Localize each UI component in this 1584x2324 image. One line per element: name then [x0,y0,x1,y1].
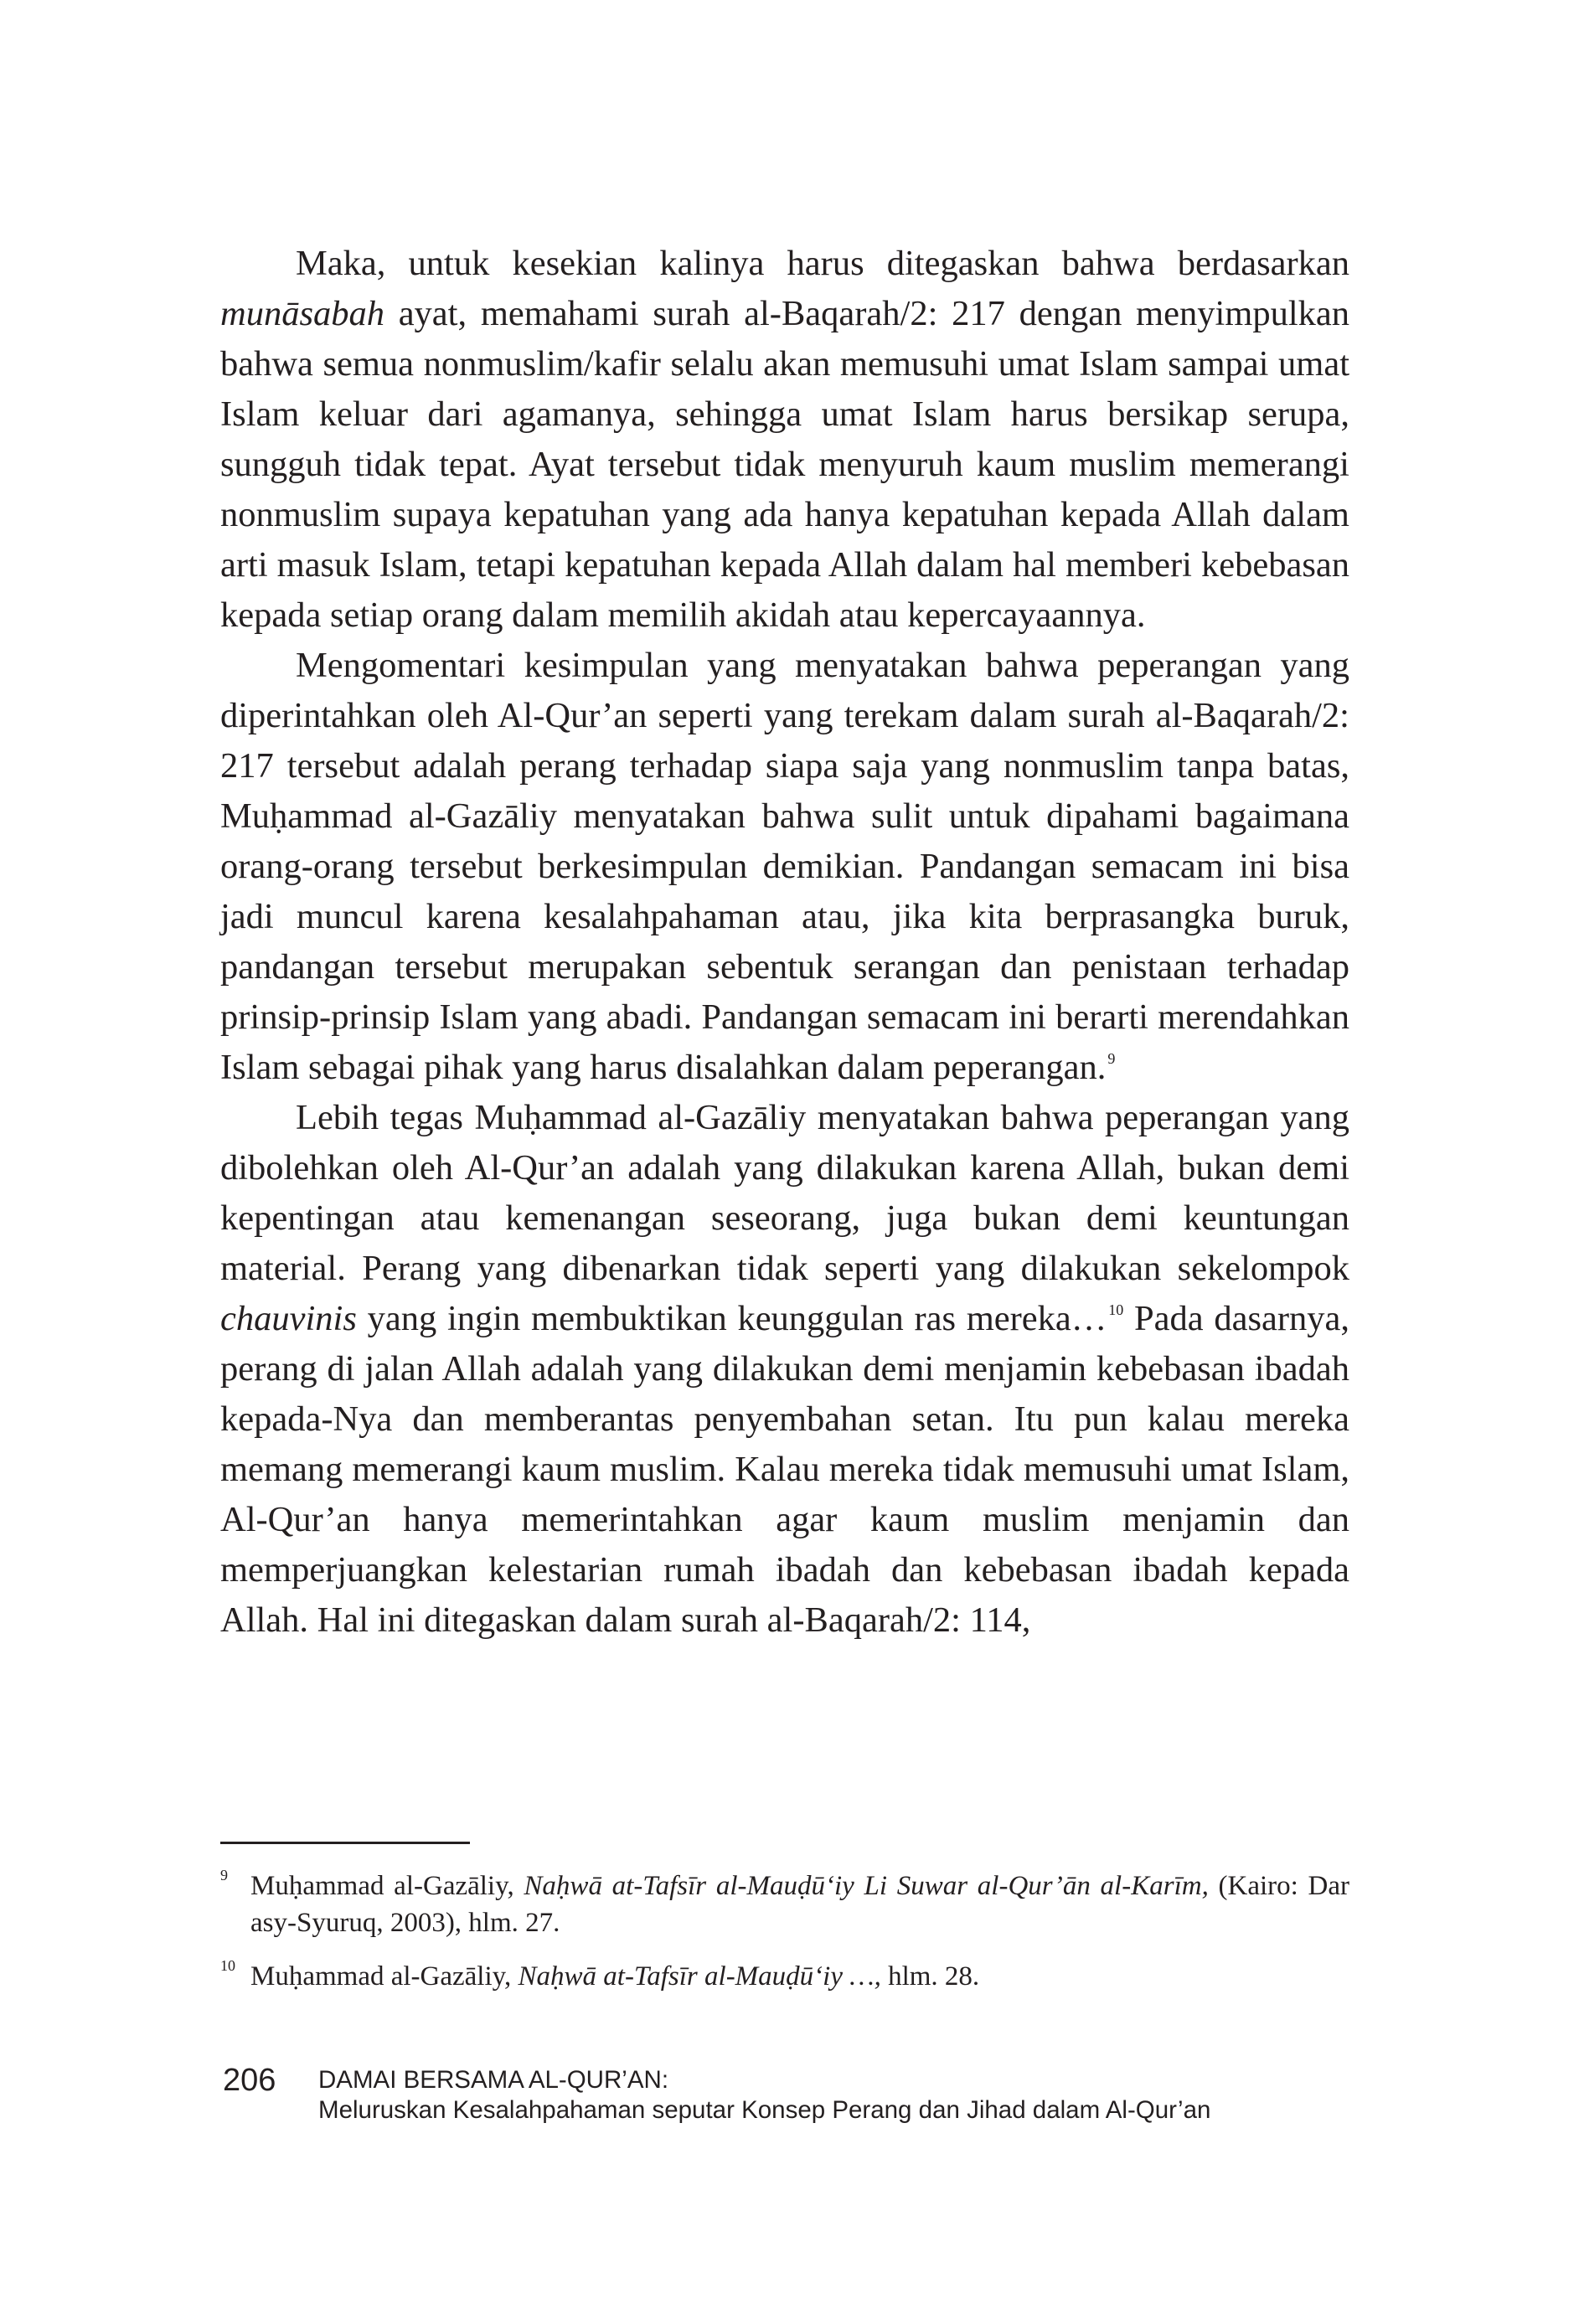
running-footer [318,2065,1210,2126]
paragraph-3-italic-term: chauvinis [220,1299,357,1338]
paragraph-1 [220,239,1349,641]
footnote-publication: hlm. 28. [880,1961,980,1992]
footnote-divider [220,1842,470,1844]
paragraph-1-text-end: ayat, memahami surah al-Baqarah/2: 217 dengan menyimpulkan bahwa semua nonmuslim/kafir selalu akan memusuhi umat Islam sampai umat Islam keluar dari agamanya, sehingga umat Islam harus bersikap serupa, sungguh tidak tepat. Ayat tersebut tidak menyuruh kaum muslim memerangi nonmuslim supaya kepatuhan yang ada hanya kepatuhan kepada Allah dalam arti masuk Islam, tetapi kepatuhan kepada Allah dalam hal memberi kebebasan kepada setiap orang dalam memilih akidah atau kepercayaannya. [220,294,1349,635]
page-number: 206 [223,2063,276,2098]
paragraph-3-text-end: Pada dasarnya, perang di jalan Allah adalah yang dilakukan demi menjamin kebebasan ibadah kepada-Nya dan memberantas penyembahan setan. Itu pun kalau mereka memang memerangi kaum muslim. Kalau mereka tidak memusuhi umat Islam, Al-Qur’an hanya memerintahkan agar kaum muslim menjamin dan memperjuangkan kelestarian rumah ibadah dan kebebasan ibadah kepada Allah. Hal ini ditegaskan dalam surah al-Baqarah/2: 114, [220,1299,1349,1640]
paragraph-3-text-start: Lebih tegas Muḥammad al-Gazāliy menyatakan bahwa peperangan yang dibolehkan oleh Al-Qur’an adalah yang dilakukan karena Allah, bukan demi kepentingan atau kemenangan seseorang, juga bukan demi keuntungan material. Perang yang dibenarkan tidak seperti yang dilakukan sekelompok [220,1098,1349,1288]
paragraph-1-italic-term: munāsabah [220,294,384,333]
footnote-number: 10 [220,1957,235,1974]
footnotes [220,1868,1349,2012]
footnote-ref-9[interactable]: 9 [1107,1050,1116,1067]
footnote-10 [220,1958,1349,1995]
footnote-9 [220,1868,1349,1941]
paragraph-1-text-start: Maka, untuk kesekian kalinya harus ditegaskan bahwa berdasarkan [296,244,1349,283]
book-title: DAMAI BERSAMA AL-QUR’AN: [318,2066,669,2094]
paragraph-3 [220,1093,1349,1646]
footnote-author: Muḥammad al-Gazāliy, [250,1871,524,1901]
paragraph-2 [220,641,1349,1093]
paragraph-3-text-middle: yang ingin membuktikan keunggulan ras mereka… [356,1299,1107,1338]
footnote-title: Naḥwā at-Tafsīr al-Mauḍū‘iy Li Suwar al-Qur’ān al-Karīm, [524,1871,1209,1901]
book-subtitle: Meluruskan Kesalahpahaman seputar Konsep Perang dan Jihad dalam Al-Qur’an [318,2096,1211,2124]
footnote-number: 9 [220,1867,228,1883]
paragraph-2-text: Mengomentari kesimpulan yang menyatakan bahwa peperangan yang diperintahkan oleh Al-Qur’an seperti yang terekam dalam surah al-Baqarah/2: 217 tersebut adalah perang terhadap siapa saja yang nonmuslim tanpa batas, Muḥammad al-Gazāliy menyatakan bahwa sulit untuk dipahami bagaimana orang-orang tersebut berkesimpulan demikian. Pandangan semacam ini bisa jadi muncul karena kesalahpahaman atau, jika kita berprasangka buruk, pandangan tersebut merupakan sebentuk serangan dan penistaan terhadap prinsip-prinsip Islam yang abadi. Pandangan semacam ini berarti merendahkan Islam sebagai pihak yang harus disalahkan dalam peperangan. [220,646,1349,1087]
body-text [220,239,1349,1646]
footnote-title: Naḥwā at-Tafsīr al-Mauḍū‘iy …, [518,1961,881,1992]
footnote-publication: (Kairo: Dar asy-Syuruq, 2003), hlm. 27. [250,1871,1350,1938]
footnote-ref-10[interactable]: 10 [1108,1301,1124,1318]
footnote-author: Muḥammad al-Gazāliy, [250,1961,519,1992]
